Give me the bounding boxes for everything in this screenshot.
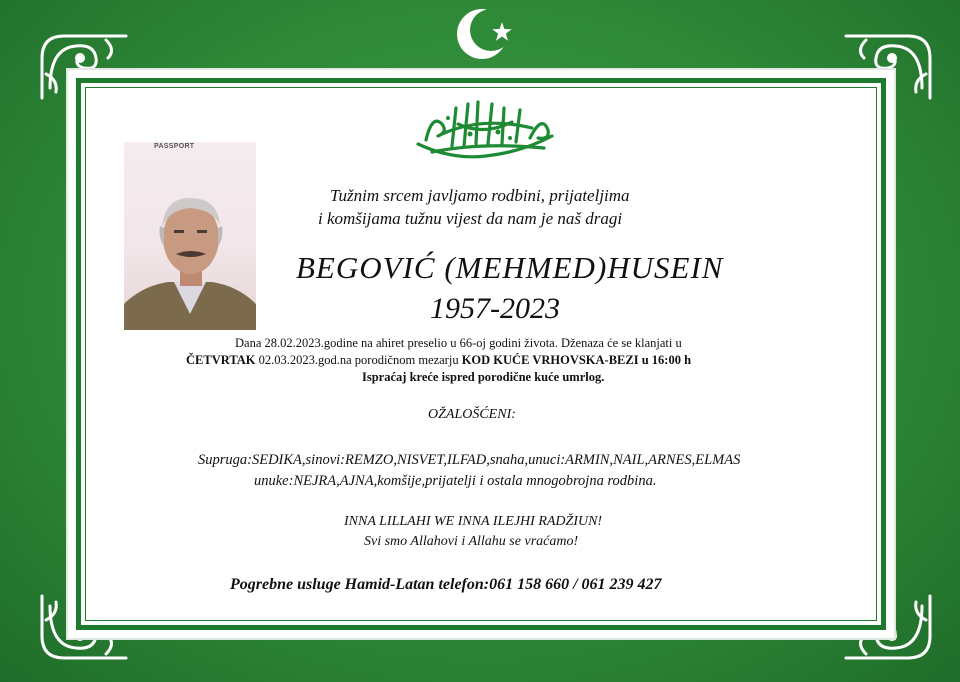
family-line-1: Supruga:SEDIKA,sinovi:REMZO,NISVET,ILFAD,snaha,unuci:ARMIN,NAIL,ARNES,ELMAS <box>198 452 741 468</box>
intro-line-1: Tužnim srcem javljamo rodbini, prijateljima <box>330 186 630 205</box>
death-date-line: Dana 28.02.2023.godine na ahiret preselio u 66-oj godini života. Dženaza će se klanjati u <box>235 336 682 350</box>
intro-line-2: i komšijama tužnu vijest da nam je naš dragi <box>318 209 623 228</box>
funeral-date-location: 02.03.2023.god.na porodičnom mezarju <box>255 353 462 367</box>
photo-label: PASSPORT <box>154 143 195 150</box>
mourners-heading: OŽALOŠĆENI: <box>428 407 516 422</box>
funeral-details-line <box>186 353 691 368</box>
obituary-card <box>66 68 896 640</box>
arabic-calligraphy-icon <box>412 94 558 162</box>
funeral-day: ČETVRTAK <box>186 353 256 367</box>
prayer-line-2: Svi smo Allahovi i Allahu se vraćamo! <box>364 534 579 549</box>
procession-line: Ispraćaj kreće ispred porodične kuće umrlog. <box>362 370 605 384</box>
crescent-and-star-icon <box>452 4 518 66</box>
deceased-name: BEGOVIĆ (MEHMED)HUSEIN <box>296 250 724 285</box>
portrait-figure <box>124 142 256 330</box>
family-line-2: unuke:NEJRA,AJNA,komšije,prijatelji i ostala mnogobrojna rodbina. <box>254 473 657 489</box>
prayer-line-1: INNA LILLAHI WE INNA ILEJHI RADŽIUN! <box>344 514 603 529</box>
life-years: 1957-2023 <box>430 292 560 325</box>
funeral-services-contact: Pogrebne usluge Hamid-Latan telefon:061 158 660 / 061 239 427 <box>230 576 662 593</box>
funeral-place-time: KOD KUĆE VRHOVSKA-BEZI u 16:00 h <box>461 353 692 367</box>
portrait-photo <box>124 142 256 330</box>
